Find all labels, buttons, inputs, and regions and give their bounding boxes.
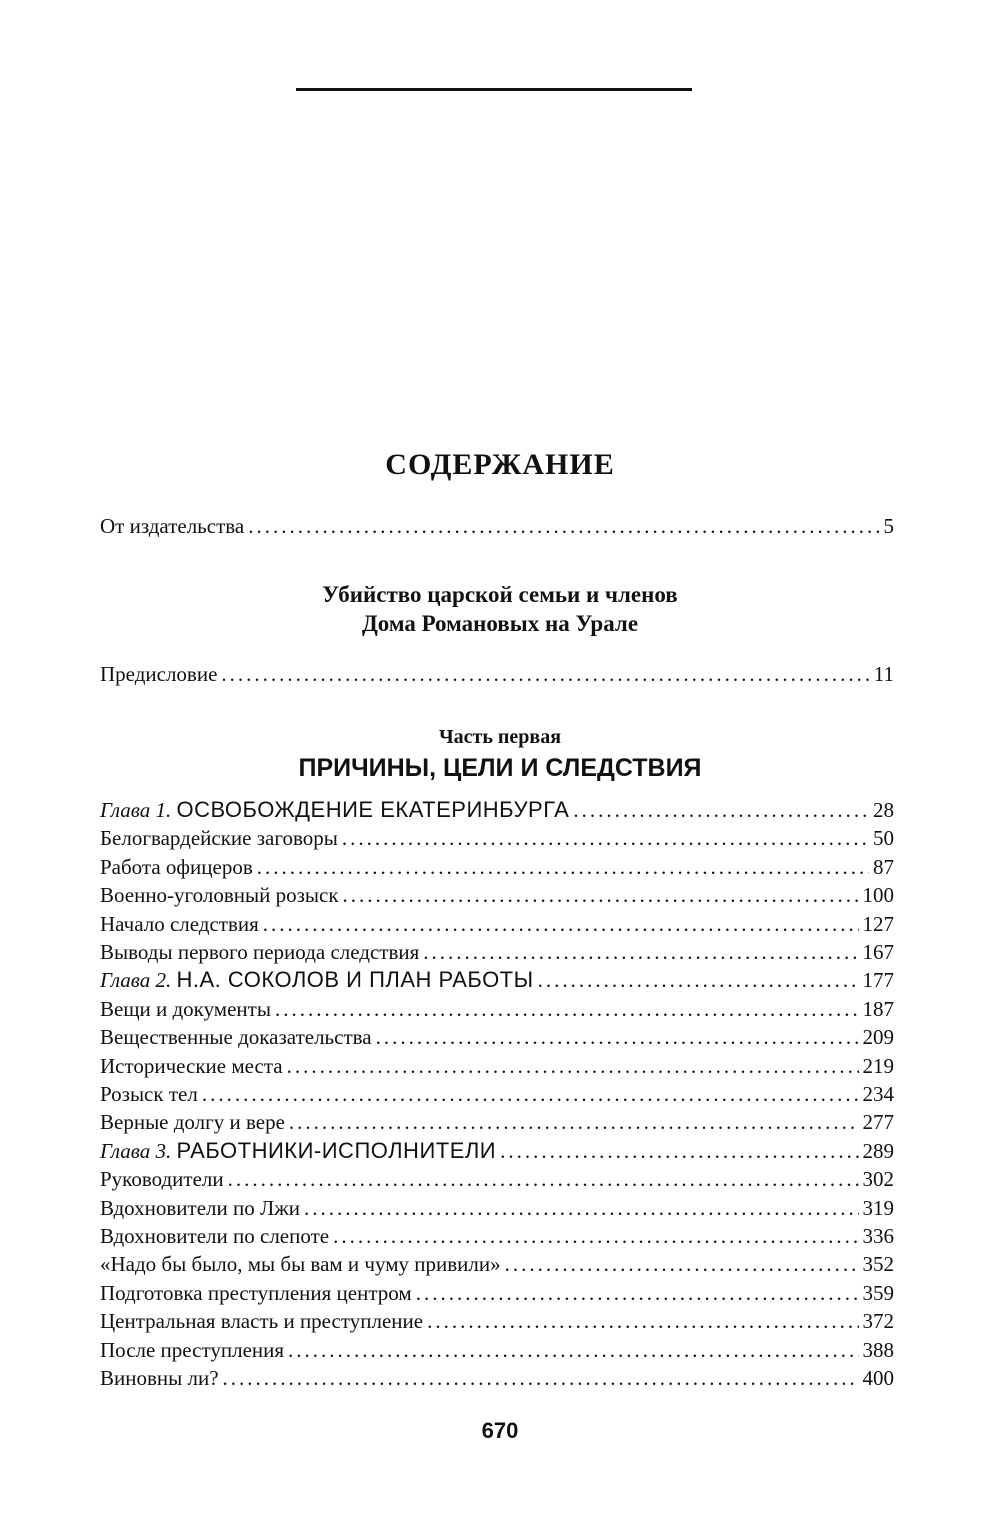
dot-leader — [423, 938, 858, 966]
section-heading — [0, 580, 1000, 638]
toc-entry-title: Вещественные доказательства — [100, 1025, 372, 1049]
toc-entry-intro[interactable] — [100, 512, 894, 540]
part-title: ПРИЧИНЫ, ЦЕЛИ И СЛЕДСТВИЯ — [298, 754, 702, 782]
toc-entry-page: 127 — [862, 912, 894, 936]
toc-entry-page: 167 — [862, 940, 894, 964]
dot-leader — [304, 1194, 859, 1222]
toc-entry[interactable] — [100, 1108, 894, 1136]
chapter-prefix: Глава 1. — [100, 798, 172, 822]
part-label: Часть первая — [438, 726, 562, 748]
chapter-title: Н.А. СОКОЛОВ И ПЛАН РАБОТЫ — [176, 967, 534, 992]
dot-leader — [289, 1108, 859, 1136]
dot-leader — [228, 1165, 859, 1193]
toc-entry[interactable] — [100, 1023, 894, 1051]
toc-entry-page: 234 — [862, 1082, 894, 1106]
dot-leader — [248, 512, 879, 540]
toc-entry[interactable] — [100, 1364, 894, 1392]
dot-leader — [223, 1364, 859, 1392]
chapter-prefix: Глава 3. — [100, 1139, 172, 1163]
dot-leader — [333, 1222, 858, 1250]
toc-entry-title: Начало следствия — [100, 912, 259, 936]
toc-entry-title: Верные долгу и вере — [100, 1110, 285, 1134]
toc-entry[interactable] — [100, 910, 894, 938]
toc-entry-title: Работа офицеров — [100, 855, 253, 879]
dot-leader — [416, 1279, 859, 1307]
toc-entry[interactable] — [100, 1336, 894, 1364]
toc-entry-page: 336 — [862, 1224, 894, 1248]
page-number: 670 — [481, 1418, 519, 1443]
toc-entry-page: 187 — [862, 997, 894, 1021]
chapter-prefix: Глава 2. — [100, 968, 172, 992]
toc-entry-title: Выводы первого периода следствия — [100, 940, 420, 964]
toc-entry-page: 352 — [862, 1252, 894, 1276]
dot-leader — [275, 995, 859, 1023]
dot-leader — [500, 1137, 858, 1165]
toc-entry-page: 209 — [862, 1025, 894, 1049]
toc-entry[interactable] — [100, 824, 894, 852]
dot-leader — [257, 853, 869, 881]
dot-leader — [538, 966, 859, 994]
toc-entry-page: 277 — [862, 1110, 894, 1134]
toc-entry-title: Виновны ли? — [100, 1366, 219, 1390]
toc-entry[interactable] — [100, 1307, 894, 1335]
toc-entry[interactable] — [100, 1165, 894, 1193]
toc-entry[interactable] — [100, 938, 894, 966]
dot-leader — [263, 910, 859, 938]
toc-entry-page: 302 — [862, 1167, 894, 1191]
toc-entry-title: Белогвардейские заговоры — [100, 826, 338, 850]
toc-entry[interactable] — [100, 853, 894, 881]
toc-entry-page: 388 — [862, 1338, 894, 1362]
toc-entry-page: 28 — [873, 798, 894, 822]
toc-entry-page: 219 — [862, 1054, 894, 1078]
toc-entry[interactable] — [100, 1080, 894, 1108]
toc-entry[interactable] — [100, 995, 894, 1023]
toc-entry-title: Розыск тел — [100, 1082, 198, 1106]
toc-entry-title: Вещи и документы — [100, 997, 271, 1021]
toc-entry-page: 289 — [862, 1139, 894, 1163]
toc-entry-title: Вдохновители по слепоте — [100, 1224, 330, 1248]
section-heading-line-2: Дома Романовых на Урале — [361, 611, 639, 636]
page-title: СОДЕРЖАНИЕ — [385, 448, 615, 481]
dot-leader — [202, 1080, 859, 1108]
dot-leader — [342, 824, 869, 852]
toc-entry-page: 400 — [862, 1366, 894, 1390]
chapter-title: ОСВОБОЖДЕНИЕ ЕКАТЕРИНБУРГА — [176, 797, 570, 822]
toc-entry[interactable] — [100, 1194, 894, 1222]
toc-entry-page: 50 — [873, 826, 894, 850]
toc-entry-title: Исторические места — [100, 1054, 283, 1078]
toc-entry-title: Подготовка преступления центром — [100, 1281, 412, 1305]
dot-leader — [287, 1052, 859, 1080]
dot-leader — [343, 881, 859, 909]
top-rule — [296, 88, 692, 91]
toc-entry-page: 319 — [862, 1196, 894, 1220]
toc-entry[interactable] — [100, 1052, 894, 1080]
dot-leader — [288, 1336, 858, 1364]
toc-entry-title: Предисловие — [100, 662, 218, 686]
toc-entry-title: Руководители — [100, 1167, 224, 1191]
toc-entry-title: Военно-уголовный розыск — [100, 883, 339, 907]
toc-entry[interactable] — [100, 1250, 894, 1278]
dot-leader — [573, 796, 869, 824]
toc-entry-chapter-3[interactable] — [100, 1137, 894, 1165]
toc-entry-page: 87 — [873, 855, 894, 879]
toc-entry-preface[interactable] — [100, 660, 894, 688]
toc-entry-title: От издательства — [100, 514, 245, 538]
chapter-title: РАБОТНИКИ-ИСПОЛНИТЕЛИ — [176, 1138, 497, 1163]
dot-leader — [505, 1250, 859, 1278]
toc-entry-title: Вдохновители по Лжи — [100, 1196, 300, 1220]
part-heading — [0, 722, 1000, 785]
dot-leader — [221, 660, 869, 688]
toc-entry-page: 177 — [862, 968, 894, 992]
toc-entry-page: 11 — [873, 662, 894, 686]
section-heading-line-1: Убийство царской семьи и членов — [322, 582, 678, 607]
toc-entry[interactable] — [100, 881, 894, 909]
toc-entry-chapter-2[interactable] — [100, 966, 894, 994]
toc-entry-page: 5 — [883, 514, 894, 538]
dot-leader — [376, 1023, 859, 1051]
toc-entry[interactable] — [100, 1222, 894, 1250]
toc-entry-title: «Надо бы было, мы бы вам и чуму привили» — [100, 1252, 501, 1276]
toc-entry[interactable] — [100, 1279, 894, 1307]
toc-entry-page: 372 — [862, 1309, 894, 1333]
toc-entry-title: После преступления — [100, 1338, 285, 1362]
toc-entry-title: Центральная власть и преступление — [100, 1309, 424, 1333]
toc-entry-chapter-1[interactable] — [100, 796, 894, 824]
toc-entry-page: 359 — [862, 1281, 894, 1305]
toc-entry-page: 100 — [862, 883, 894, 907]
dot-leader — [427, 1307, 858, 1335]
